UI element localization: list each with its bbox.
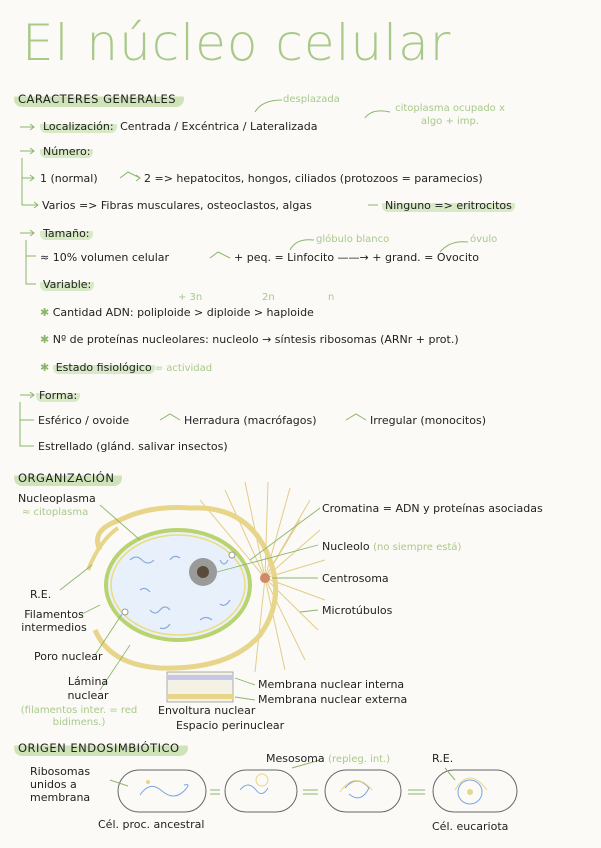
- numero-1: 1 (normal): [40, 172, 98, 185]
- forma-irregular: Irregular (monocitos): [370, 414, 486, 427]
- label-nucleolo: Nucleolo: [322, 540, 370, 553]
- section-caracteres: CARACTERES GENERALES: [14, 91, 184, 107]
- label-poro: Poro nuclear: [34, 650, 103, 663]
- tamano-label: Tamaño:: [40, 227, 93, 240]
- numero-2: 2 => hepatocitos, hongos, ciliados (protozoos = paramecios): [144, 172, 483, 185]
- label-origen-re: R.E.: [432, 752, 454, 765]
- label-cromatina: Cromatina = ADN y proteínas asociadas: [322, 502, 543, 515]
- label-membrana-interna: Membrana nuclear interna: [258, 678, 405, 691]
- label-mesosoma: Mesosoma: [266, 752, 325, 765]
- desplazado-note: desplazada: [283, 94, 340, 105]
- numero-varios: Varios => Fibras musculares, osteoclastos, algas: [42, 199, 312, 212]
- ovulo-note: óvulo: [470, 234, 498, 245]
- page-title: El núcleo celular: [22, 14, 452, 72]
- proteinas-nucleolares: Nº de proteínas nucleolares: nucleolo → síntesis ribosomas (ARNr + prot.): [52, 333, 459, 346]
- citoplasma-note: citoplasma ocupado x algo + imp.: [395, 103, 505, 127]
- localizacion-label: Localización:: [40, 120, 117, 133]
- numero-label: Número:: [40, 145, 93, 158]
- forma-estrellado: Estrellado (glánd. salivar insectos): [38, 440, 228, 453]
- variable-label: Variable:: [40, 278, 94, 291]
- ploidia-n: n: [328, 292, 335, 303]
- ploidia-2n: 2n: [262, 292, 275, 303]
- numero-ninguno: Ninguno => eritrocitos: [382, 199, 515, 212]
- lamina-note: (filamentos inter. = red bidimens.): [20, 705, 138, 728]
- label-ribosomas: Ribosomas unidos a membrana: [30, 765, 91, 804]
- label-ancestral: Cél. proc. ancestral: [98, 818, 205, 831]
- endosymbiosis-diagram: [118, 770, 517, 812]
- localizacion-value: Centrada / Excéntrica / Lateralizada: [120, 120, 318, 133]
- estado-note: = actividad: [154, 363, 213, 374]
- label-microtubulos: Microtúbulos: [322, 604, 393, 617]
- ploidia-3n: + 3n: [178, 292, 203, 303]
- section-organizacion: ORGANIZACIÓN: [14, 470, 122, 486]
- tamano-10: ≈ 10% volumen celular: [40, 251, 170, 264]
- mesosoma-note: (repleg. int.): [328, 754, 391, 765]
- estado-fisiologico: Estado fisiológico: [53, 361, 155, 374]
- label-centrosoma: Centrosoma: [322, 572, 389, 585]
- forma-label: Forma:: [36, 389, 80, 402]
- label-espacio: Espacio perinuclear: [176, 719, 285, 732]
- tamano-compare: + peq. = Linfocito ——→ + grand. = Ovocito: [234, 251, 479, 264]
- label-nucleoplasma: Nucleoplasma: [18, 492, 96, 505]
- cantidad-adn: Cantidad ADN: poliploide > diploide > haploide: [52, 306, 314, 319]
- label-lamina: Lámina nuclear: [67, 675, 109, 702]
- label-re: R.E.: [30, 588, 52, 601]
- forma-herradura: Herradura (macrófagos): [184, 414, 317, 427]
- forma-esferico: Esférico / ovoide: [38, 414, 130, 427]
- nucleolo-note: (no siempre está): [373, 542, 462, 553]
- label-envoltura: Envoltura nuclear: [158, 704, 256, 717]
- label-membrana-externa: Membrana nuclear externa: [258, 693, 408, 706]
- globulo-note: glóbulo blanco: [316, 234, 390, 245]
- section-origen: ORIGEN ENDOSIMBIÓTICO: [14, 740, 188, 756]
- nucleoplasma-note: ≈ citoplasma: [22, 507, 89, 518]
- label-eucariota: Cél. eucariota: [432, 820, 509, 833]
- label-filamentos: Filamentos intermedios: [21, 608, 87, 634]
- nucleus-diagram: [88, 482, 325, 702]
